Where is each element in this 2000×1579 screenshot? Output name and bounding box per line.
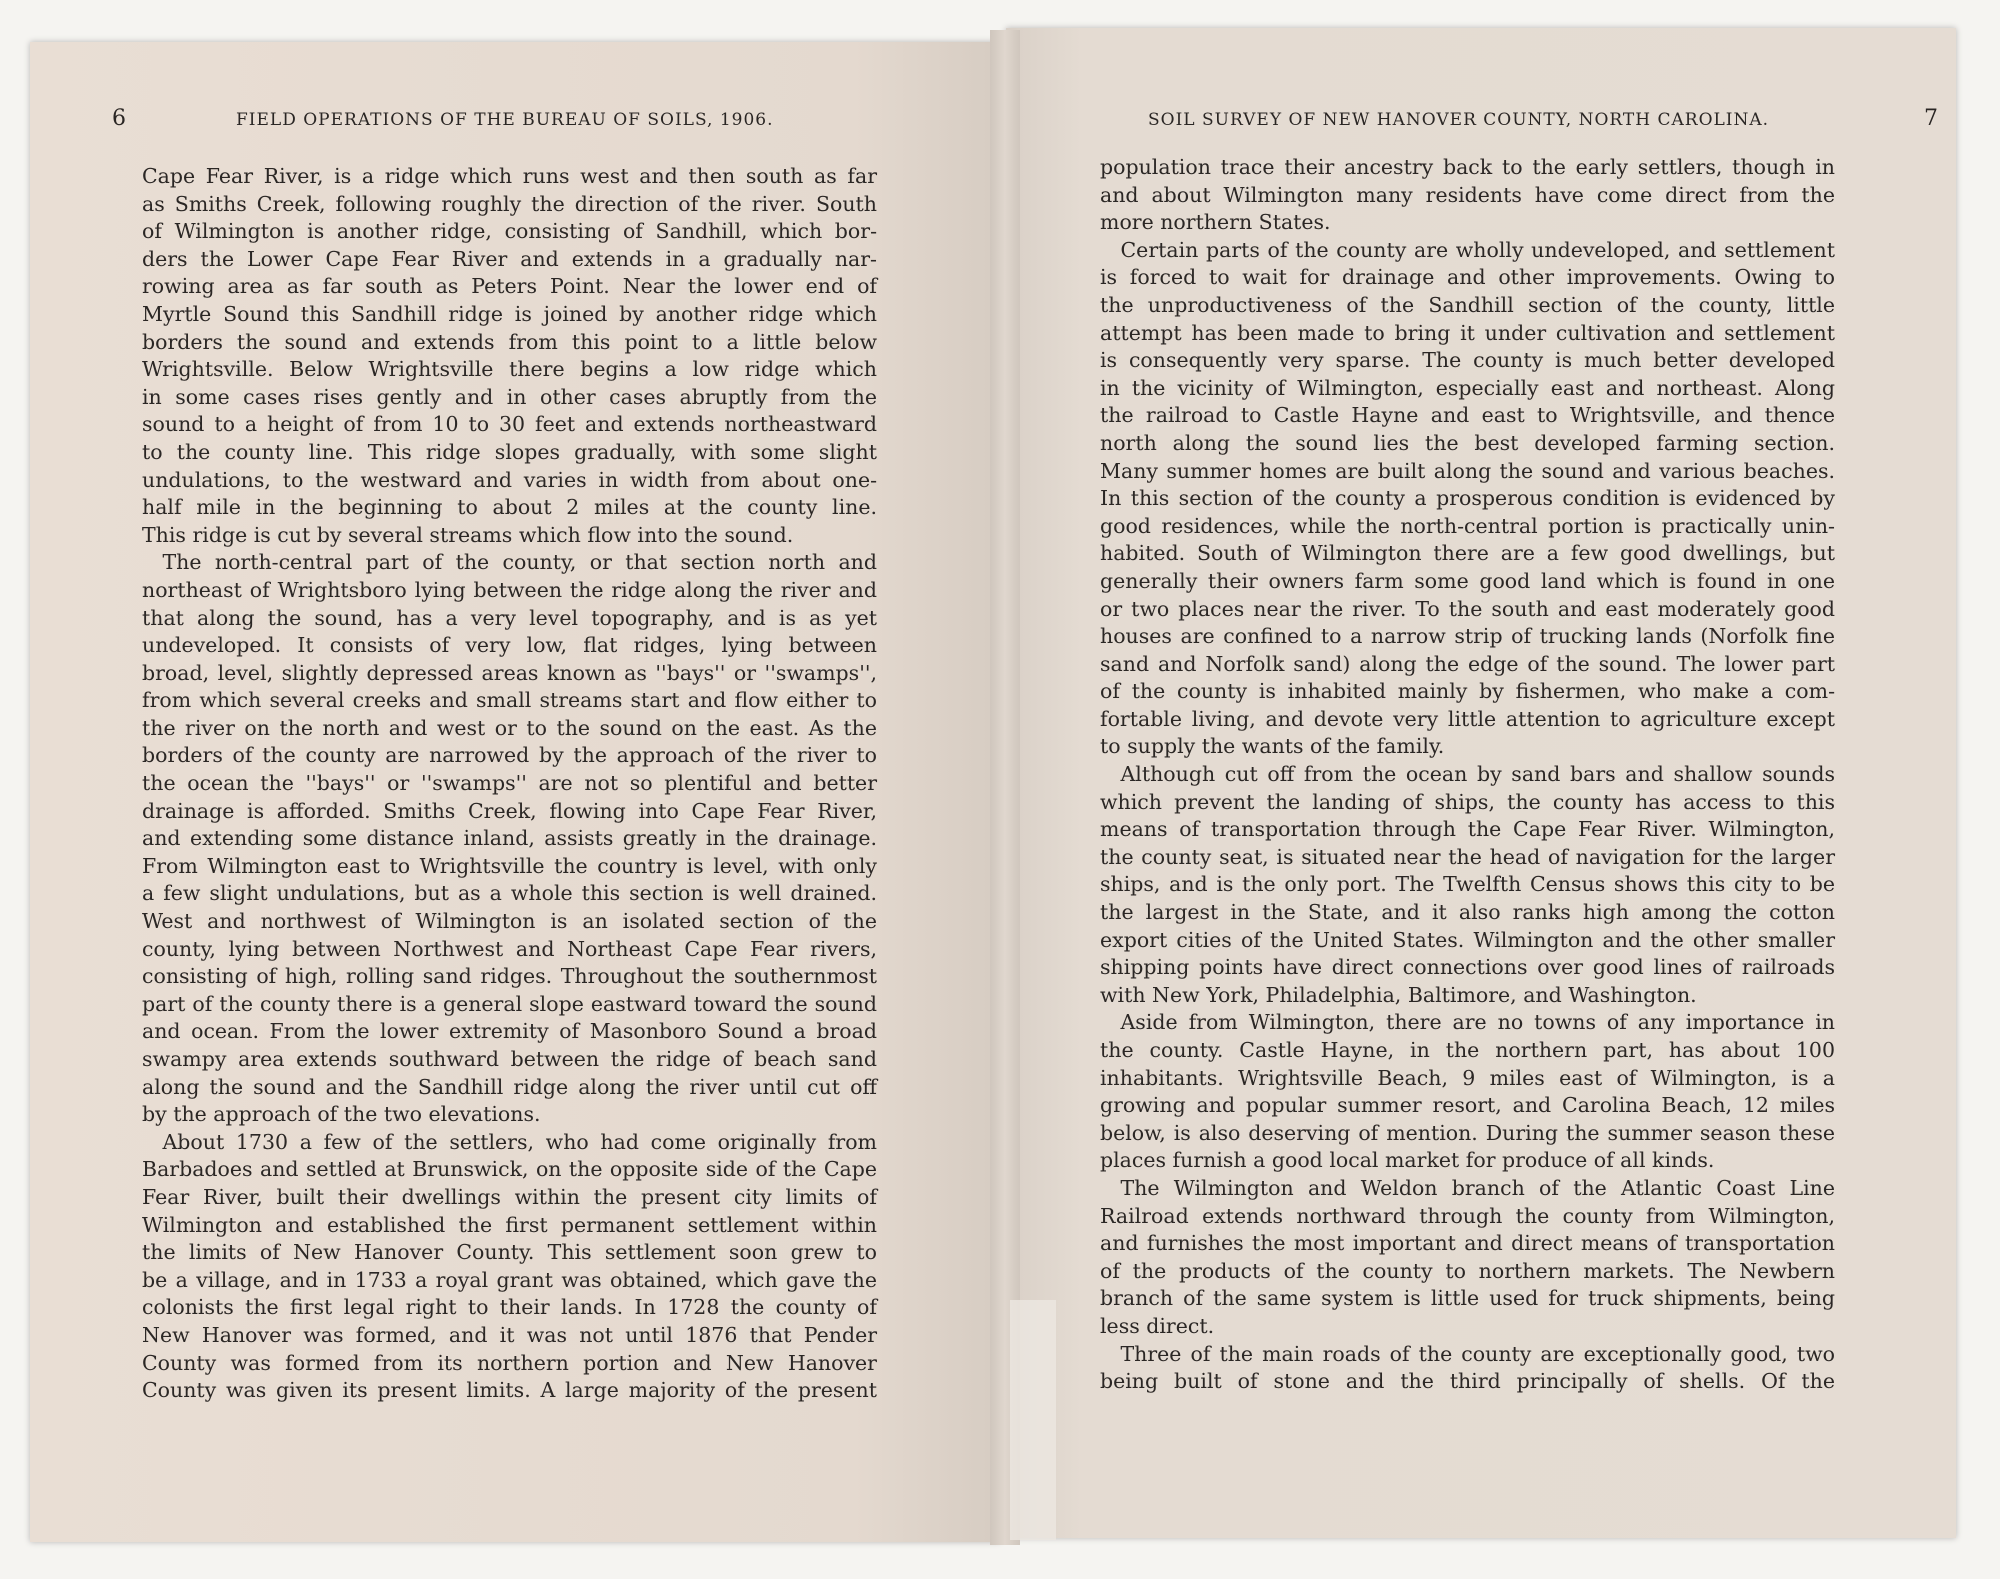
right-page-text-line: which prevent the landing of ships, the county has access to this [1100, 789, 1835, 814]
right-page-text-line: to supply the wants of the family. [1100, 734, 1445, 759]
right-page-text-line: habited. South of Wilmington there are a few good dwellings, but [1100, 541, 1835, 566]
left-page-text-line: undeveloped. It consists of very low, flat ridges, lying between [142, 633, 877, 658]
right-page-text-line: places furnish a good local market for produce of all kinds. [1100, 1148, 1715, 1173]
right-page-text-line: In this section of the county a prosperous condition is evidenced by [1100, 486, 1835, 511]
left-page-text-line: broad, level, slightly depressed areas known as ''bays'' or ''swamps'', [142, 660, 877, 685]
left-page-text-line: half mile in the beginning to about 2 miles at the county line. [142, 495, 877, 520]
right-page-text-line: means of transportation through the Cape Fear River. Wilmington, [1100, 817, 1835, 842]
left-page-text-line: consisting of high, rolling sand ridges. Throughout the southernmost [142, 964, 877, 989]
right-page-body-text [1100, 154, 1835, 1396]
right-page-text-line: generally their owners farm some good land which is found in one [1100, 568, 1835, 593]
left-page-text-line: of Wilmington is another ridge, consisting of Sandhill, which bor- [142, 219, 877, 244]
right-page-text-line: with New York, Philadelphia, Baltimore, and Washington. [1100, 982, 1697, 1007]
right-page-text-line: and about Wilmington many residents have come direct from the [1100, 182, 1835, 207]
left-page-text-line: colonists the first legal right to their lands. In 1728 the county of [142, 1295, 877, 1320]
left-page-body-text [142, 163, 877, 1405]
left-page-text-line: the ocean the ''bays'' or ''swamps'' are not so plentiful and better [142, 771, 877, 796]
right-page-text-line: Although cut off from the ocean by sand bars and shallow sounds [1100, 762, 1835, 787]
right-page-text-line: or two places near the river. To the south and east moderately good [1100, 596, 1835, 621]
left-page-text-line: by the approach of the two elevations. [142, 1102, 541, 1127]
left-page-text-line: to the county line. This ridge slopes gradually, with some slight [142, 439, 877, 464]
right-page-text-line: below, is also deserving of mention. During the summer season these [1100, 1120, 1835, 1145]
right-page-text-line: less direct. [1100, 1313, 1215, 1338]
right-page-text-line: shipping points have direct connections over good lines of railroads [1100, 955, 1835, 980]
left-page-text-line: that along the sound, has a very level topography, and is as yet [142, 605, 877, 630]
left-page-text-line: county, lying between Northwest and Northeast Cape Fear rivers, [142, 936, 877, 961]
right-page-text-line: attempt has been made to bring it under cultivation and settlement [1100, 320, 1835, 345]
right-page-text-line: north along the sound lies the best developed farming section. [1100, 430, 1835, 455]
right-page-text-line: the county. Castle Hayne, in the northern part, has about 100 [1100, 1038, 1835, 1062]
right-page-text-line: the unproductiveness of the Sandhill section of the county, little [1100, 292, 1835, 317]
right-page-text-line: houses are confined to a narrow strip of trucking lands (Norfolk fine [1100, 624, 1835, 649]
right-page-text-line: The Wilmington and Weldon branch of the Atlantic Coast Line [1100, 1175, 1835, 1200]
left-page-text-line: the river on the north and west or to the sound on the east. As the [142, 715, 877, 740]
left-page-text-line: a few slight undulations, but as a whole this section is well drained. [142, 881, 877, 906]
left-page-text-line: Fear River, built their dwellings within the present city limits of [142, 1184, 877, 1209]
left-page-text-line: New Hanover was formed, and it was not until 1876 that Pender [142, 1322, 877, 1347]
right-page-text-line: good residences, while the north-central portion is practically unin- [1100, 513, 1835, 538]
right-page-text-line: inhabitants. Wrightsville Beach, 9 miles east of Wilmington, is a [1100, 1065, 1835, 1090]
left-page-text-line: County was formed from its northern portion and New Hanover [142, 1350, 877, 1375]
left-page-text-line: be a village, and in 1733 a royal grant was obtained, which gave the [142, 1267, 877, 1292]
left-page-text-line: and ocean. From the lower extremity of Masonboro Sound a broad [142, 1019, 877, 1044]
left-page-text-line: along the sound and the Sandhill ridge along the river until cut off [142, 1074, 877, 1099]
right-page-text-line: Aside from Wilmington, there are no towns of any importance in [1100, 1010, 1835, 1035]
left-page-text-line: Cape Fear River, is a ridge which runs west and then south as far [142, 164, 877, 188]
left-page-text-line: This ridge is cut by several streams which flow into the sound. [142, 522, 794, 547]
left-page-text-line: About 1730 a few of the settlers, who had come originally from [142, 1129, 877, 1154]
right-page-text-line: export cities of the United States. Wilmington and the other smaller [1100, 927, 1835, 952]
right-page-text-line: Many summer homes are built along the sound and various beaches. [1100, 458, 1835, 483]
left-page-text-line: the limits of New Hanover County. This settlement soon grew to [142, 1240, 877, 1265]
right-page-text-line: being built of stone and the third principally of shells. Of the [1100, 1369, 1835, 1394]
right-page-text-line: ships, and is the only port. The Twelfth Census shows this city to be [1100, 872, 1835, 897]
right-page-text-line: growing and popular summer resort, and Carolina Beach, 12 miles [1100, 1093, 1835, 1118]
left-page-text-line: Wilmington and established the first permanent settlement within [142, 1212, 877, 1237]
right-page-text-line: branch of the same system is little used for truck shipments, being [1100, 1286, 1835, 1311]
left-page-text-line: borders of the county are narrowed by the approach of the river to [142, 743, 877, 768]
right-page-text-line: Three of the main roads of the county are exceptionally good, two [1100, 1341, 1835, 1366]
left-page-text-line: undulations, to the westward and varies in width from about one- [142, 467, 877, 492]
right-page-text-line: the railroad to Castle Hayne and east to Wrightsville, and thence [1100, 403, 1835, 428]
left-page-text-line: West and northwest of Wilmington is an isolated section of the [142, 909, 877, 934]
right-page-text-line: sand and Norfolk sand) along the edge of the sound. The lower part [1100, 651, 1835, 676]
right-page-text-line: is forced to wait for drainage and other improvements. Owing to [1100, 265, 1835, 290]
right-page-text-line: the county seat, is situated near the head of navigation for the larger [1100, 844, 1835, 869]
left-page-text-line: as Smiths Creek, following roughly the direction of the river. South [142, 191, 877, 216]
left-page-text-line: From Wilmington east to Wrightsville the country is level, with only [142, 853, 877, 878]
left-page-text-line: part of the county there is a general slope eastward toward the sound [142, 991, 877, 1016]
right-page-text-line: the largest in the State, and it also ranks high among the cotton [1100, 900, 1835, 925]
right-page-text-line: more northern States. [1100, 210, 1331, 235]
left-page-text-line: swampy area extends southward between the ridge of beach sand [142, 1047, 877, 1071]
right-page-text-line: of the products of the county to northern markets. The Newbern [1100, 1258, 1835, 1283]
right-running-head: SOIL SURVEY OF NEW HANOVER COUNTY, NORTH CAROLINA. [1148, 110, 1770, 130]
left-page-text-line: in some cases rises gently and in other cases abruptly from the [142, 384, 877, 409]
right-page-text-line: in the vicinity of Wilmington, especially east and northeast. Along [1100, 375, 1835, 400]
left-page-text-line: sound to a height of from 10 to 30 feet and extends northeastward [142, 412, 877, 437]
left-page-text-line: northeast of Wrightsboro lying between the ridge along the river and [142, 577, 877, 602]
right-page-text-line: population trace their ancestry back to the early settlers, though in [1100, 155, 1835, 179]
left-page-text-line: Barbadoes and settled at Brunswick, on the opposite side of the Cape [142, 1157, 877, 1182]
left-running-head: FIELD OPERATIONS OF THE BUREAU OF SOILS, 1906. [236, 110, 774, 130]
left-page-text-line: rowing area as far south as Peters Point. Near the lower end of [142, 274, 877, 299]
right-page-text-line: fortable living, and devote very little attention to agriculture except [1100, 706, 1835, 731]
left-page-text-line: from which several creeks and small streams start and flow either to [142, 688, 877, 713]
left-page-text-line: County was given its present limits. A large majority of the present [142, 1378, 877, 1403]
left-page-number: 6 [112, 106, 126, 131]
right-page-text-line: Certain parts of the county are wholly undeveloped, and settlement [1100, 237, 1835, 262]
right-page-text-line: is consequently very sparse. The county is much better developed [1100, 348, 1835, 373]
left-page-text-line: drainage is afforded. Smiths Creek, flowing into Cape Fear River, [142, 798, 877, 823]
right-page-text-line: and furnishes the most important and direct means of transportation [1100, 1231, 1835, 1256]
left-page-text-line: The north-central part of the county, or that section north and [142, 550, 877, 575]
left-page-text-line: borders the sound and extends from this point to a little below [142, 329, 877, 354]
right-page-text-line: of the county is inhabited mainly by fishermen, who make a com- [1100, 679, 1835, 704]
left-page-text-line: Myrtle Sound this Sandhill ridge is joined by another ridge which [142, 301, 877, 326]
binding-tape [1010, 1300, 1056, 1540]
left-page-text-line: Wrightsville. Below Wrightsville there begins a low ridge which [142, 357, 877, 382]
right-page-text-line: Railroad extends northward through the county from Wilmington, [1100, 1203, 1835, 1228]
left-page-text-line: ders the Lower Cape Fear River and extends in a gradually nar- [142, 246, 877, 271]
right-page-number: 7 [1924, 106, 1938, 131]
left-page-text-line: and extending some distance inland, assists greatly in the drainage. [142, 826, 877, 851]
